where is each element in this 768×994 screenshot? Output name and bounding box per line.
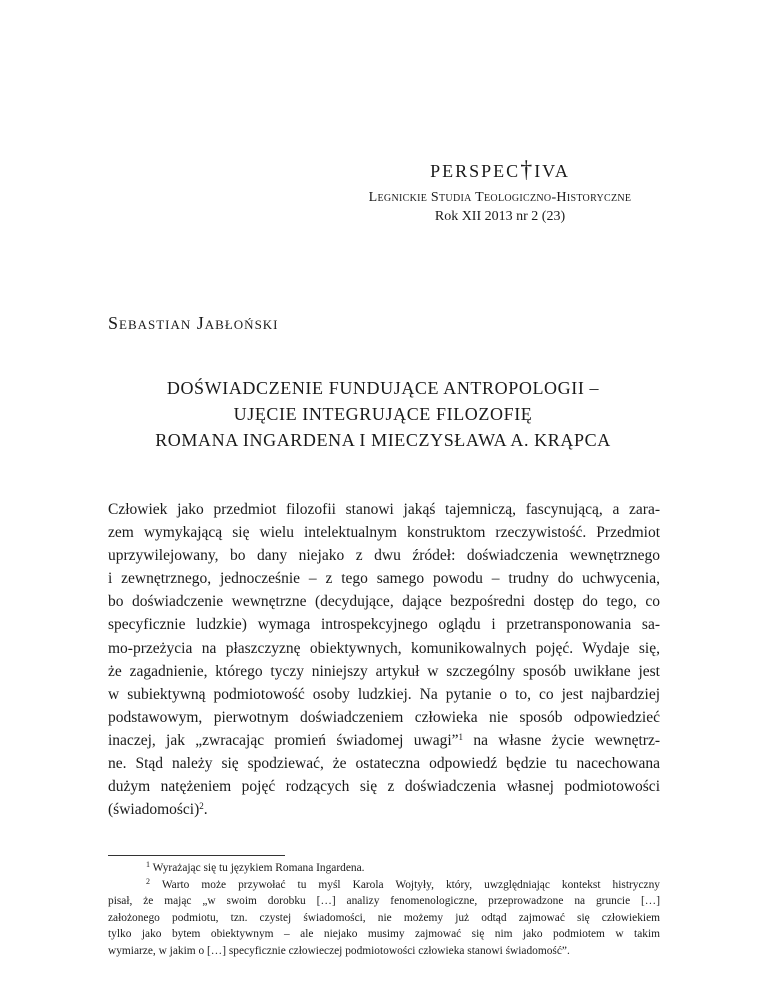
footnotes bbox=[108, 860, 660, 959]
footnote-number: 2 bbox=[146, 876, 150, 886]
body-line: podstawowym, pierwotnym doświadczeniem człowieka nie sposób odpowiedzieć bbox=[108, 708, 660, 726]
body-text: (świadomości) bbox=[108, 801, 200, 819]
body-line: i zewnętrznego, jednocześnie – z tego samego powodu – trudny do uchwycenia, bbox=[108, 570, 660, 588]
footnote-2 bbox=[108, 877, 660, 894]
footnote-ref[interactable]: 2 bbox=[199, 801, 204, 812]
body-line bbox=[108, 798, 660, 821]
body-line: dużym natężeniem pojęć rodzących się z doświadczenia własnej podmiotowości bbox=[108, 778, 660, 796]
body-line: w subiektywną podmiotowość osoby ludzkiej. Na pytanie o to, co jest najbardziej bbox=[108, 685, 660, 703]
body-line: że zagadnienie, którego tyczy niniejszy artykuł w szczególny sposób uwikłane jest bbox=[108, 662, 660, 680]
body-line: zem wymykającą się wielu intelektualnym konstruktom rzeczywistość. Przedmiot bbox=[108, 524, 660, 542]
footnote-line: pisał, że mając „w swoim dorobku […] analizy fenomenologiczne, przeprowadzone na gruncie […] bbox=[108, 895, 660, 907]
journal-logo-part: perspec bbox=[430, 156, 521, 183]
body-text: . bbox=[203, 801, 208, 819]
title-line: UJĘCIE INTEGRUJĄCE FILOZOFIĘ bbox=[233, 404, 533, 424]
journal-logo-part: iva bbox=[534, 156, 570, 183]
journal-logo bbox=[300, 156, 700, 184]
footnote-line: założonego podmiotu, tzn. czystej świadomości, nie możemy już odtąd zajmować się człowiekiem bbox=[108, 911, 660, 924]
body-line: Człowiek jako przedmiot filozofii stanowi jakąś tajemniczą, fascynującą, a zara- bbox=[108, 501, 660, 518]
footnote-text: Wyrażając się tu językiem Romana Ingardena. bbox=[152, 862, 365, 874]
journal-subtitle: Legnickie Studia Teologiczno-Historyczne bbox=[368, 190, 632, 205]
cross-icon: † bbox=[520, 157, 535, 183]
footnote-text: Warto może przywołać tu myśl Karola Wojtyły, który, uwzględniając kontekst histryczny bbox=[161, 878, 660, 891]
footnote-line: tylko jako bytem obiektywnym – ale niejako musimy zajmować się nim jako podmiotem w takim bbox=[108, 928, 660, 940]
body-line: ne. Stąd należy się spodziewać, że ostateczna odpowiedź będzie tu nacechowana bbox=[108, 755, 660, 773]
footnote-line: wymiarze, w jakim o […] specyficznie człowieczej podmiotowości człowieka stanowi świadomość”. bbox=[108, 944, 570, 957]
body-line: specyficznie ludzkie) wymaga introspekcyjnego oglądu i przetransponowania sa- bbox=[108, 616, 660, 634]
title-line: DOŚWIADCZENIE FUNDUJĄCE ANTROPOLOGII – bbox=[166, 378, 600, 398]
footnote-1 bbox=[108, 860, 660, 877]
footnote-ref[interactable]: 1 bbox=[458, 731, 464, 742]
author-name: Sebastian Jabłoński bbox=[108, 313, 279, 333]
title-line: ROMANA INGARDENA I MIECZYSŁAWA A. KRĄPCA bbox=[155, 430, 611, 450]
body-text: na własne życie wewnętrz- bbox=[463, 731, 660, 749]
body-line: mo-przeżycia na płaszczyznę obiektywnych, komunikowalnych pojęć. Wydaje się, bbox=[108, 639, 660, 657]
journal-issue: Rok XII 2013 nr 2 (23) bbox=[434, 209, 566, 224]
body-line: uprzywilejowany, bo dany niejako z dwu źródeł: doświadczenia wewnętrznego bbox=[108, 547, 660, 565]
footnote-divider bbox=[108, 855, 285, 856]
body-line bbox=[108, 729, 660, 752]
footnote-number: 1 bbox=[146, 860, 150, 869]
body-text: inaczej, jak „zwracając promień świadomej uwagi” bbox=[108, 731, 459, 749]
body-paragraph bbox=[108, 498, 660, 821]
article-title bbox=[100, 375, 666, 453]
body-line: bo doświadczenie wewnętrzne (decydujące, dające bezpośredni dostęp do tego, co bbox=[108, 593, 660, 611]
journal-header bbox=[300, 156, 700, 226]
